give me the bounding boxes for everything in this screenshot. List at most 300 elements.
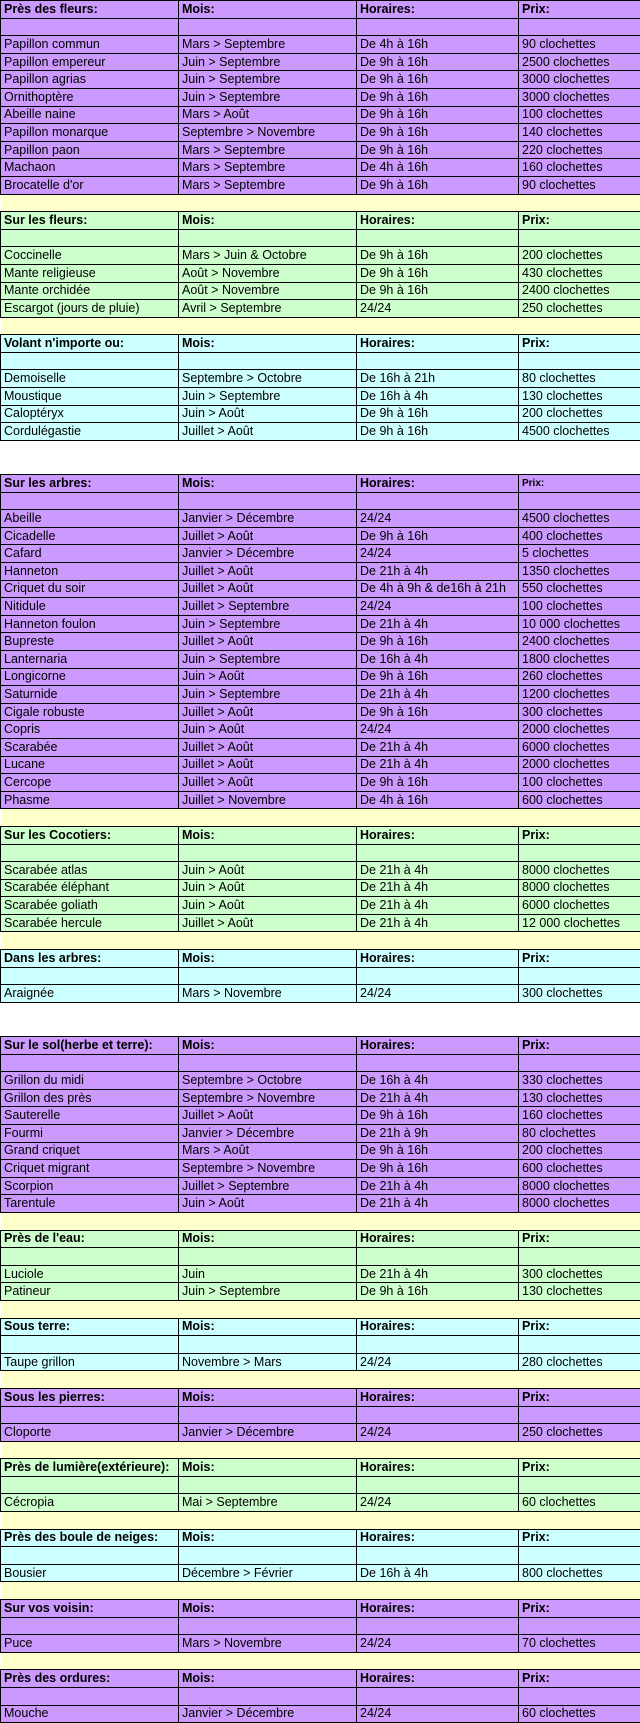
months-cell: Novembre > Mars (179, 1353, 357, 1371)
column-header-horaires: Horaires: (357, 1459, 519, 1477)
price-cell: 600 clochettes (519, 1160, 640, 1178)
table-row (1, 879, 640, 897)
months-cell: Juillet > Septembre (179, 598, 357, 616)
section-title: Volant n'importe ou: (1, 335, 179, 353)
insect-name: Lanternaria (1, 650, 179, 668)
insect-name: Grillon du midi (1, 1072, 179, 1090)
empty-cell (357, 1688, 519, 1706)
price-cell: 1800 clochettes (519, 650, 640, 668)
column-header-horaires: Horaires: (357, 1037, 519, 1055)
section-header-row (1, 1230, 640, 1248)
table-row (1, 388, 640, 406)
insect-name: Scarabée atlas (1, 862, 179, 880)
insect-name: Papillon agrias (1, 71, 179, 89)
hours-cell: De 9h à 16h (357, 247, 519, 265)
empty-row (1, 352, 640, 370)
separator-cell (1, 1652, 640, 1670)
price-cell: 4500 clochettes (519, 423, 640, 441)
table-row (1, 615, 640, 633)
empty-row (1, 1688, 640, 1706)
insect-name: Taupe grillon (1, 1353, 179, 1371)
price-cell: 430 clochettes (519, 264, 640, 282)
empty-cell (519, 844, 640, 862)
table-row (1, 106, 640, 124)
insect-name: Criquet migrant (1, 1160, 179, 1178)
table-row (1, 1195, 640, 1213)
column-header-prix: Prix: (519, 1459, 640, 1477)
months-cell: Janvier > Décembre (179, 510, 357, 528)
section-header-row (1, 826, 640, 844)
hours-cell: 24/24 (357, 300, 519, 318)
insect-name: Puce (1, 1635, 179, 1653)
empty-cell (357, 1547, 519, 1565)
price-cell: 8000 clochettes (519, 1177, 640, 1195)
separator-row (1, 1019, 640, 1036)
empty-cell (357, 1054, 519, 1072)
separator-cell (1, 1002, 640, 1019)
empty-cell (519, 229, 640, 247)
empty-row (1, 1617, 640, 1635)
hours-cell: De 9h à 16h (357, 703, 519, 721)
insect-name: Criquet du soir (1, 580, 179, 598)
separator-row (1, 1002, 640, 1019)
column-header-prix: Prix: (519, 826, 640, 844)
months-cell: Juillet > Août (179, 633, 357, 651)
column-header-horaires: Horaires: (357, 1529, 519, 1547)
hours-cell: De 21h à 4h (357, 563, 519, 581)
empty-cell (1, 1406, 179, 1424)
insect-name: Coccinelle (1, 247, 179, 265)
table-body (1, 1, 640, 1723)
insect-name: Cécropia (1, 1494, 179, 1512)
months-cell: Janvier > Décembre (179, 1424, 357, 1442)
table-row (1, 721, 640, 739)
months-cell: Juin > Septembre (179, 388, 357, 406)
hours-cell: 24/24 (357, 545, 519, 563)
hours-cell: De 21h à 4h (357, 879, 519, 897)
section-header-row (1, 1, 640, 19)
months-cell: Juillet > Août (179, 1107, 357, 1125)
hours-cell: De 21h à 4h (357, 897, 519, 915)
months-cell: Janvier > Décembre (179, 545, 357, 563)
price-cell: 250 clochettes (519, 300, 640, 318)
hours-cell: De 9h à 16h (357, 668, 519, 686)
table-row (1, 1072, 640, 1090)
empty-cell (1, 1054, 179, 1072)
table-row (1, 791, 640, 809)
table-row (1, 1494, 640, 1512)
months-cell: Juin > Août (179, 862, 357, 880)
months-cell: Janvier > Décembre (179, 1705, 357, 1723)
column-header-prix: Prix: (519, 1037, 640, 1055)
empty-cell (519, 1336, 640, 1354)
price-cell: 1200 clochettes (519, 686, 640, 704)
section-header-row (1, 1529, 640, 1547)
price-cell: 800 clochettes (519, 1564, 640, 1582)
column-header-prix: Prix: (519, 1318, 640, 1336)
empty-cell (357, 1248, 519, 1266)
separator-cell (1, 1582, 640, 1600)
months-cell: Juin > Septembre (179, 615, 357, 633)
empty-row (1, 229, 640, 247)
empty-cell (1, 492, 179, 510)
insect-name: Longicorne (1, 668, 179, 686)
table-row (1, 1705, 640, 1723)
price-cell: 90 clochettes (519, 176, 640, 194)
hours-cell: De 21h à 4h (357, 1195, 519, 1213)
table-row (1, 545, 640, 563)
empty-cell (357, 352, 519, 370)
section-title: Sur les Cocotiers: (1, 826, 179, 844)
empty-cell (519, 1476, 640, 1494)
price-cell: 2400 clochettes (519, 282, 640, 300)
insect-name: Luciole (1, 1265, 179, 1283)
months-cell: Juin > Août (179, 721, 357, 739)
column-header-prix: Prix: (519, 212, 640, 230)
hours-cell: De 4h à 16h (357, 791, 519, 809)
section-title: Sous terre: (1, 1318, 179, 1336)
price-cell: 160 clochettes (519, 1107, 640, 1125)
hours-cell: 24/24 (357, 985, 519, 1003)
hours-cell: De 21h à 4h (357, 615, 519, 633)
price-cell: 60 clochettes (519, 1494, 640, 1512)
separator-cell (1, 932, 640, 950)
months-cell: Mars > Août (179, 1142, 357, 1160)
column-header-mois: Mois: (179, 1318, 357, 1336)
empty-cell (1, 352, 179, 370)
separator-row (1, 1441, 640, 1459)
insect-name: Araignée (1, 985, 179, 1003)
hours-cell: De 21h à 4h (357, 914, 519, 932)
price-cell: 60 clochettes (519, 1705, 640, 1723)
months-cell: Juin > Août (179, 668, 357, 686)
months-cell: Juillet > Août (179, 756, 357, 774)
months-cell: Juin > Août (179, 897, 357, 915)
section-title: Sur les arbres: (1, 475, 179, 493)
price-cell: 200 clochettes (519, 1142, 640, 1160)
insect-name: Grand criquet (1, 1142, 179, 1160)
insect-name: Scarabée hercule (1, 914, 179, 932)
empty-cell (179, 352, 357, 370)
price-cell: 10 000 clochettes (519, 615, 640, 633)
insect-name: Hanneton (1, 563, 179, 581)
price-cell: 80 clochettes (519, 370, 640, 388)
hours-cell: De 9h à 16h (357, 176, 519, 194)
price-cell: 6000 clochettes (519, 738, 640, 756)
insect-name: Cicadelle (1, 527, 179, 545)
months-cell: Mars > Juin & Octobre (179, 247, 357, 265)
separator-cell (1, 1441, 640, 1459)
hours-cell: De 21h à 4h (357, 862, 519, 880)
empty-cell (179, 1547, 357, 1565)
months-cell: Mars > Septembre (179, 36, 357, 54)
hours-cell: De 4h à 9h & de16h à 21h (357, 580, 519, 598)
empty-cell (179, 1248, 357, 1266)
section-header-row (1, 1600, 640, 1618)
months-cell: Septembre > Octobre (179, 1072, 357, 1090)
empty-cell (1, 229, 179, 247)
column-header-horaires: Horaires: (357, 1318, 519, 1336)
table-row (1, 264, 640, 282)
price-cell: 140 clochettes (519, 124, 640, 142)
hours-cell: 24/24 (357, 510, 519, 528)
months-cell: Juillet > Août (179, 580, 357, 598)
months-cell: Juillet > Août (179, 703, 357, 721)
column-header-horaires: Horaires: (357, 335, 519, 353)
hours-cell: De 4h à 16h (357, 36, 519, 54)
separator-cell (1, 1019, 640, 1036)
empty-row (1, 492, 640, 510)
price-cell: 200 clochettes (519, 247, 640, 265)
price-cell: 130 clochettes (519, 1089, 640, 1107)
price-cell: 12 000 clochettes (519, 914, 640, 932)
column-header-mois: Mois: (179, 1670, 357, 1688)
empty-cell (519, 1248, 640, 1266)
months-cell: Juillet > Novembre (179, 791, 357, 809)
price-cell: 3000 clochettes (519, 88, 640, 106)
months-cell: Mai > Septembre (179, 1494, 357, 1512)
section-title: Près de lumière(extérieure): (1, 1459, 179, 1477)
hours-cell: De 9h à 16h (357, 71, 519, 89)
table-row (1, 423, 640, 441)
table-row (1, 1424, 640, 1442)
hours-cell: 24/24 (357, 1424, 519, 1442)
price-cell: 130 clochettes (519, 1283, 640, 1301)
empty-cell (357, 492, 519, 510)
separator-cell (1, 1371, 640, 1389)
table-row (1, 124, 640, 142)
empty-cell (357, 18, 519, 36)
price-cell: 300 clochettes (519, 703, 640, 721)
months-cell: Juillet > Août (179, 423, 357, 441)
section-header-row (1, 212, 640, 230)
hours-cell: De 9h à 16h (357, 124, 519, 142)
months-cell: Juillet > Août (179, 914, 357, 932)
insect-name: Moustique (1, 388, 179, 406)
price-cell: 100 clochettes (519, 598, 640, 616)
empty-cell (357, 1476, 519, 1494)
hours-cell: De 21h à 4h (357, 756, 519, 774)
empty-cell (1, 967, 179, 985)
hours-cell: De 9h à 16h (357, 1107, 519, 1125)
hours-cell: De 9h à 16h (357, 53, 519, 71)
price-cell: 100 clochettes (519, 106, 640, 124)
empty-row (1, 844, 640, 862)
table-row (1, 527, 640, 545)
table-row (1, 633, 640, 651)
column-header-mois: Mois: (179, 1388, 357, 1406)
section-header-row (1, 950, 640, 968)
table-row (1, 1564, 640, 1582)
empty-cell (357, 1406, 519, 1424)
months-cell: Avril > Septembre (179, 300, 357, 318)
months-cell: Juillet > Août (179, 563, 357, 581)
separator-cell (1, 457, 640, 474)
table-row (1, 1160, 640, 1178)
section-header-row (1, 475, 640, 493)
table-row (1, 897, 640, 915)
separator-row (1, 457, 640, 474)
column-header-horaires: Horaires: (357, 1, 519, 19)
column-header-horaires: Horaires: (357, 1388, 519, 1406)
months-cell: Septembre > Novembre (179, 1089, 357, 1107)
months-cell: Juin > Août (179, 405, 357, 423)
insect-name: Abeille (1, 510, 179, 528)
table-row (1, 510, 640, 528)
table-row (1, 176, 640, 194)
separator-row (1, 809, 640, 827)
months-cell: Mars > Août (179, 106, 357, 124)
separator-cell (1, 809, 640, 827)
insect-name: Grillon des près (1, 1089, 179, 1107)
empty-cell (519, 1617, 640, 1635)
section-header-row (1, 335, 640, 353)
empty-cell (519, 1547, 640, 1565)
price-cell: 130 clochettes (519, 388, 640, 406)
price-cell: 100 clochettes (519, 774, 640, 792)
empty-cell (357, 1617, 519, 1635)
empty-row (1, 1406, 640, 1424)
section-title: Près des boule de neiges: (1, 1529, 179, 1547)
table-row (1, 774, 640, 792)
empty-cell (1, 844, 179, 862)
column-header-mois: Mois: (179, 1529, 357, 1547)
empty-cell (519, 1054, 640, 1072)
hours-cell: De 9h à 16h (357, 264, 519, 282)
column-header-prix: Prix: (519, 1388, 640, 1406)
months-cell: Juin > Septembre (179, 71, 357, 89)
hours-cell: 24/24 (357, 1635, 519, 1653)
separator-row (1, 1212, 640, 1230)
insect-name: Papillon empereur (1, 53, 179, 71)
hours-cell: De 9h à 16h (357, 633, 519, 651)
empty-cell (1, 1547, 179, 1565)
price-cell: 2000 clochettes (519, 756, 640, 774)
column-header-prix: Prix: (519, 475, 640, 493)
column-header-prix: Prix: (519, 1670, 640, 1688)
separator-row (1, 1652, 640, 1670)
insect-name: Cercope (1, 774, 179, 792)
empty-row (1, 1054, 640, 1072)
table-row (1, 1125, 640, 1143)
section-title: Près des ordures: (1, 1670, 179, 1688)
hours-cell: De 21h à 4h (357, 1089, 519, 1107)
empty-cell (357, 967, 519, 985)
table-row (1, 1089, 640, 1107)
table-row (1, 686, 640, 704)
table-row (1, 1353, 640, 1371)
insect-name: Cigale robuste (1, 703, 179, 721)
column-header-horaires: Horaires: (357, 212, 519, 230)
section-title: Dans les arbres: (1, 950, 179, 968)
empty-cell (179, 229, 357, 247)
hours-cell: De 9h à 16h (357, 527, 519, 545)
table-row (1, 1635, 640, 1653)
separator-row (1, 932, 640, 950)
insect-name: Mante orchidée (1, 282, 179, 300)
hours-cell: De 21h à 4h (357, 738, 519, 756)
insect-name: Fourmi (1, 1125, 179, 1143)
empty-cell (179, 1336, 357, 1354)
insect-name: Brocatelle d'or (1, 176, 179, 194)
insect-name: Escargot (jours de pluie) (1, 300, 179, 318)
price-cell: 2500 clochettes (519, 53, 640, 71)
empty-cell (357, 229, 519, 247)
table-row (1, 1283, 640, 1301)
insect-name: Scarabée (1, 738, 179, 756)
hours-cell: De 9h à 16h (357, 106, 519, 124)
price-cell: 8000 clochettes (519, 862, 640, 880)
empty-cell (519, 1406, 640, 1424)
price-cell: 600 clochettes (519, 791, 640, 809)
hours-cell: De 9h à 16h (357, 774, 519, 792)
price-cell: 260 clochettes (519, 668, 640, 686)
separator-row (1, 1300, 640, 1318)
column-header-horaires: Horaires: (357, 950, 519, 968)
months-cell: Juin (179, 1265, 357, 1283)
column-header-horaires: Horaires: (357, 826, 519, 844)
insect-name: Nitidule (1, 598, 179, 616)
months-cell: Juin > Septembre (179, 650, 357, 668)
insect-name: Copris (1, 721, 179, 739)
separator-row (1, 317, 640, 335)
table-row (1, 1177, 640, 1195)
section-header-row (1, 1388, 640, 1406)
table-row (1, 580, 640, 598)
hours-cell: De 16h à 4h (357, 650, 519, 668)
empty-row (1, 18, 640, 36)
months-cell: Mars > Novembre (179, 985, 357, 1003)
hours-cell: 24/24 (357, 598, 519, 616)
table-row (1, 1142, 640, 1160)
table-row (1, 71, 640, 89)
insect-name: Patineur (1, 1283, 179, 1301)
column-header-prix: Prix: (519, 1230, 640, 1248)
months-cell: Juillet > Septembre (179, 1177, 357, 1195)
price-cell: 250 clochettes (519, 1424, 640, 1442)
price-cell: 4500 clochettes (519, 510, 640, 528)
months-cell: Août > Novembre (179, 282, 357, 300)
column-header-horaires: Horaires: (357, 1670, 519, 1688)
price-cell: 300 clochettes (519, 1265, 640, 1283)
months-cell: Mars > Novembre (179, 1635, 357, 1653)
months-cell: Juin > Août (179, 879, 357, 897)
empty-cell (1, 18, 179, 36)
empty-cell (1, 1476, 179, 1494)
section-title: Sur vos voisin: (1, 1600, 179, 1618)
months-cell: Juin > Septembre (179, 88, 357, 106)
column-header-mois: Mois: (179, 335, 357, 353)
empty-cell (519, 967, 640, 985)
insect-name: Papillon monarque (1, 124, 179, 142)
empty-cell (519, 18, 640, 36)
price-cell: 330 clochettes (519, 1072, 640, 1090)
months-cell: Juillet > Août (179, 774, 357, 792)
empty-row (1, 1476, 640, 1494)
insect-name: Scarabée éléphant (1, 879, 179, 897)
table-row (1, 370, 640, 388)
empty-cell (179, 844, 357, 862)
section-title: Sur les fleurs: (1, 212, 179, 230)
separator-row (1, 1582, 640, 1600)
hours-cell: De 16h à 4h (357, 1564, 519, 1582)
hours-cell: De 9h à 16h (357, 141, 519, 159)
price-cell: 2400 clochettes (519, 633, 640, 651)
hours-cell: De 9h à 16h (357, 88, 519, 106)
price-cell: 80 clochettes (519, 1125, 640, 1143)
hours-cell: De 16h à 21h (357, 370, 519, 388)
insect-name: Scarabée goliath (1, 897, 179, 915)
